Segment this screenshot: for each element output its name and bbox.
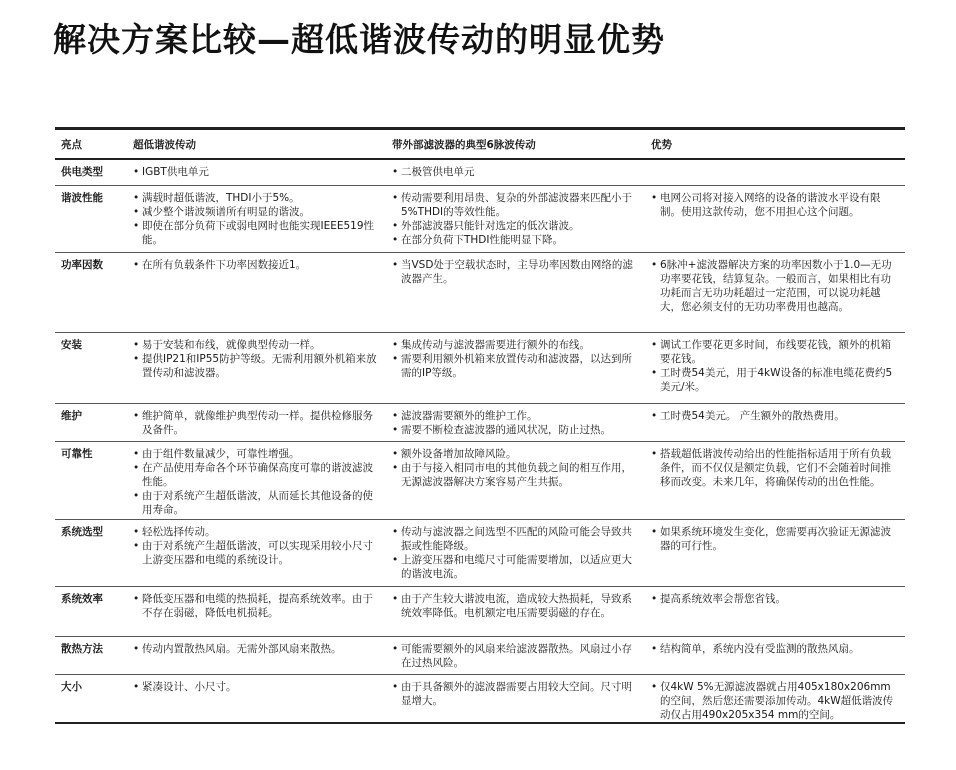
row-header: 散热方法 [61, 642, 103, 655]
bullet-item: • 轻松选择传动。 [133, 525, 380, 539]
row-header: 大小 [61, 680, 82, 693]
bullet-item: • 由于与接入相同市电的其他负载之间的相互作用，无源滤波器解决方案容易产生共振。 [392, 461, 639, 489]
cell-typical [386, 636, 645, 674]
bullet-item: • 维护简单，就像维护典型传动一样。提供检修服务及备件。 [133, 409, 380, 437]
row-header: 可靠性 [61, 447, 93, 460]
bullet-list [133, 409, 380, 437]
bullet-list [651, 447, 899, 489]
bullet-item: • 降低变压器和电缆的热损耗，提高系统效率。由于不存在弱磁，降低电机损耗。 [133, 592, 380, 620]
cell-advantage [645, 519, 905, 586]
bullet-item: • 需要利用额外机箱来放置传动和滤波器，以达到所需的IP等级。 [392, 352, 639, 380]
comparison-table [55, 127, 905, 724]
column-header-typical-drive: 带外部滤波器的典型6脉波传动 [392, 139, 536, 151]
cell-advantage [645, 674, 905, 723]
bullet-item: • 仅4kW 5%无源滤波器就占用405x180x206mm的空间，然后您还需要添加传动。4kW超低谐波传动仅占用490x205x354 mm的空间。 [651, 680, 899, 722]
bullet-item: • 由于具备额外的滤波器需要占用较大空间。尺寸明显增大。 [392, 680, 639, 708]
bullet-item: • 提高系统效率会帮您省钱。 [651, 592, 899, 606]
table-row [55, 674, 905, 723]
bullet-item: • 当VSD处于空载状态时，主导功率因数由网络的滤波器产生。 [392, 258, 639, 286]
row-header: 安装 [61, 338, 82, 351]
bullet-list [133, 680, 380, 694]
row-header: 功率因数 [61, 258, 103, 271]
cell-ulh [127, 332, 386, 403]
bullet-list [133, 642, 380, 656]
bullet-list [392, 165, 639, 179]
bullet-list [392, 258, 639, 286]
cell-advantage [645, 441, 905, 519]
cell-ulh [127, 519, 386, 586]
cell-typical [386, 441, 645, 519]
bullet-item: • 滤波器需要额外的维护工作。 [392, 409, 639, 423]
bullet-list [392, 447, 639, 489]
bullet-list [651, 258, 899, 314]
table-row [55, 252, 905, 332]
cell-advantage [645, 159, 905, 185]
bullet-list [651, 592, 899, 606]
bullet-list [133, 165, 380, 179]
bullet-item: • 额外设备增加故障风险。 [392, 447, 639, 461]
bullet-item: • 6脉冲+滤波器解决方案的功率因数小于1.0—无功功率要花钱，结算复杂。一般而言，如果相比有功功耗而言无功功耗超过一定范围，可以说功耗越大，您必须支付的无功功率费用也越高。 [651, 258, 899, 314]
bullet-item: • 传动需要利用昂贵、复杂的外部滤波器来匹配小于5%THDI的等效性能。 [392, 191, 639, 219]
page-title: 解决方案比较—超低谐波传动的明显优势 [53, 20, 665, 59]
cell-advantage [645, 403, 905, 441]
bullet-item: • 结构简单，系统内没有受监测的散热风扇。 [651, 642, 899, 656]
cell-typical [386, 185, 645, 252]
cell-advantage [645, 332, 905, 403]
bullet-item: • 由于组件数量减少，可靠性增强。 [133, 447, 380, 461]
bullet-item: • 提供IP21和IP55防护等级。无需利用额外机箱来放置传动和滤波器。 [133, 352, 380, 380]
bullet-item: • 需要不断检查滤波器的通风状况，防止过热。 [392, 423, 639, 437]
bullet-list [651, 409, 899, 423]
bullet-list [651, 642, 899, 656]
bullet-list [392, 592, 639, 620]
bullet-item: • 由于产生较大谐波电流，造成较大热损耗，导致系统效率降低。电机额定电压需要弱磁的存在。 [392, 592, 639, 620]
row-header: 谐波性能 [61, 191, 103, 204]
row-header: 系统效率 [61, 592, 103, 605]
bullet-list [651, 525, 899, 553]
table-row [55, 586, 905, 636]
cell-ulh [127, 185, 386, 252]
cell-typical [386, 519, 645, 586]
bullet-item: • 上游变压器和电缆尺寸可能需要增加，以适应更大的谐波电流。 [392, 553, 639, 581]
cell-ulh [127, 674, 386, 723]
table-row [55, 332, 905, 403]
bullet-list [392, 680, 639, 708]
bullet-list [133, 447, 380, 517]
bullet-item: • 如果系统环境发生变化，您需要再次验证无源滤波器的可行性。 [651, 525, 899, 553]
bullet-item: • 传动内置散热风扇。无需外部风扇来散热。 [133, 642, 380, 656]
cell-typical [386, 332, 645, 403]
bullet-list [392, 525, 639, 581]
bullet-item: • 集成传动与滤波器需要进行额外的布线。 [392, 338, 639, 352]
bullet-item: • 外部滤波器只能针对选定的低次谐波。 [392, 219, 639, 233]
bullet-list [392, 642, 639, 670]
cell-typical [386, 586, 645, 636]
cell-typical [386, 674, 645, 723]
cell-typical [386, 159, 645, 185]
bullet-item: • 搭载超低谐波传动给出的性能指标适用于所有负载条件，而不仅仅是额定负载，它们不会随着时间推移而改变。未来几年，将确保传动的出色性能。 [651, 447, 899, 489]
bullet-item: • 紧凑设计、小尺寸。 [133, 680, 380, 694]
bullet-item: • 由于对系统产生超低谐波，从而延长其他设备的使用寿命。 [133, 489, 380, 517]
table-row [55, 441, 905, 519]
column-header-advantage: 优势 [651, 139, 672, 151]
bullet-list [392, 409, 639, 437]
bullet-item: • 在所有负载条件下功率因数接近1。 [133, 258, 380, 272]
cell-advantage [645, 586, 905, 636]
table-row [55, 159, 905, 185]
cell-typical [386, 403, 645, 441]
table-header-row [55, 129, 905, 160]
cell-ulh [127, 159, 386, 185]
cell-ulh [127, 441, 386, 519]
bullet-item: • 减少整个谐波频谱所有明显的谐波。 [133, 205, 380, 219]
bullet-item: • 工时费54美元，用于4kW设备的标准电缆花费约5美元/米。 [651, 366, 899, 394]
bullet-list [133, 592, 380, 620]
bullet-item: • 在部分负荷下THDI性能明显下降。 [392, 233, 639, 247]
bullet-item: • 由于对系统产生超低谐波，可以实现采用较小尺寸上游变压器和电缆的系统设计。 [133, 539, 380, 567]
cell-ulh [127, 252, 386, 332]
cell-ulh [127, 636, 386, 674]
bullet-list [133, 525, 380, 567]
column-header-highlight: 亮点 [61, 139, 82, 151]
cell-ulh [127, 586, 386, 636]
bullet-list [133, 191, 380, 247]
bullet-item: • 电网公司将对接入网络的设备的谐波水平设有限制。使用这款传动，您不用担心这个问题。 [651, 191, 899, 219]
row-header: 供电类型 [61, 166, 103, 178]
cell-typical [386, 252, 645, 332]
cell-advantage [645, 636, 905, 674]
bullet-item: • 易于安装和布线，就像典型传动一样。 [133, 338, 380, 352]
cell-advantage [645, 185, 905, 252]
bullet-list [651, 191, 899, 219]
bullet-item: • IGBT供电单元 [133, 165, 380, 179]
cell-advantage [645, 252, 905, 332]
table-row [55, 519, 905, 586]
bullet-list [651, 338, 899, 394]
bullet-list [133, 338, 380, 380]
row-header: 维护 [61, 409, 82, 422]
bullet-item: • 满载时超低谐波，THDI小于5%。 [133, 191, 380, 205]
bullet-item: • 即使在部分负荷下或弱电网时也能实现IEEE519性能。 [133, 219, 380, 247]
bullet-item: • 工时费54美元。 产生额外的散热费用。 [651, 409, 899, 423]
bullet-item: • 在产品使用寿命各个环节确保高度可靠的谐波滤波性能。 [133, 461, 380, 489]
bullet-list [392, 338, 639, 380]
row-header: 系统选型 [61, 525, 103, 538]
bullet-list [133, 258, 380, 272]
bullet-item: • 可能需要额外的风扇来给滤波器散热。风扇过小存在过热风险。 [392, 642, 639, 670]
table-row [55, 636, 905, 674]
cell-ulh [127, 403, 386, 441]
column-header-ulh-drive: 超低谐波传动 [133, 139, 196, 151]
bullet-item: • 调试工作要花更多时间，布线要花钱，额外的机箱要花钱。 [651, 338, 899, 366]
bullet-list [392, 191, 639, 247]
bullet-item: • 二极管供电单元 [392, 165, 639, 179]
table-row [55, 403, 905, 441]
bullet-list [651, 680, 899, 722]
table-row [55, 185, 905, 252]
bullet-item: • 传动与滤波器之间选型不匹配的风险可能会导致共振或性能降级。 [392, 525, 639, 553]
